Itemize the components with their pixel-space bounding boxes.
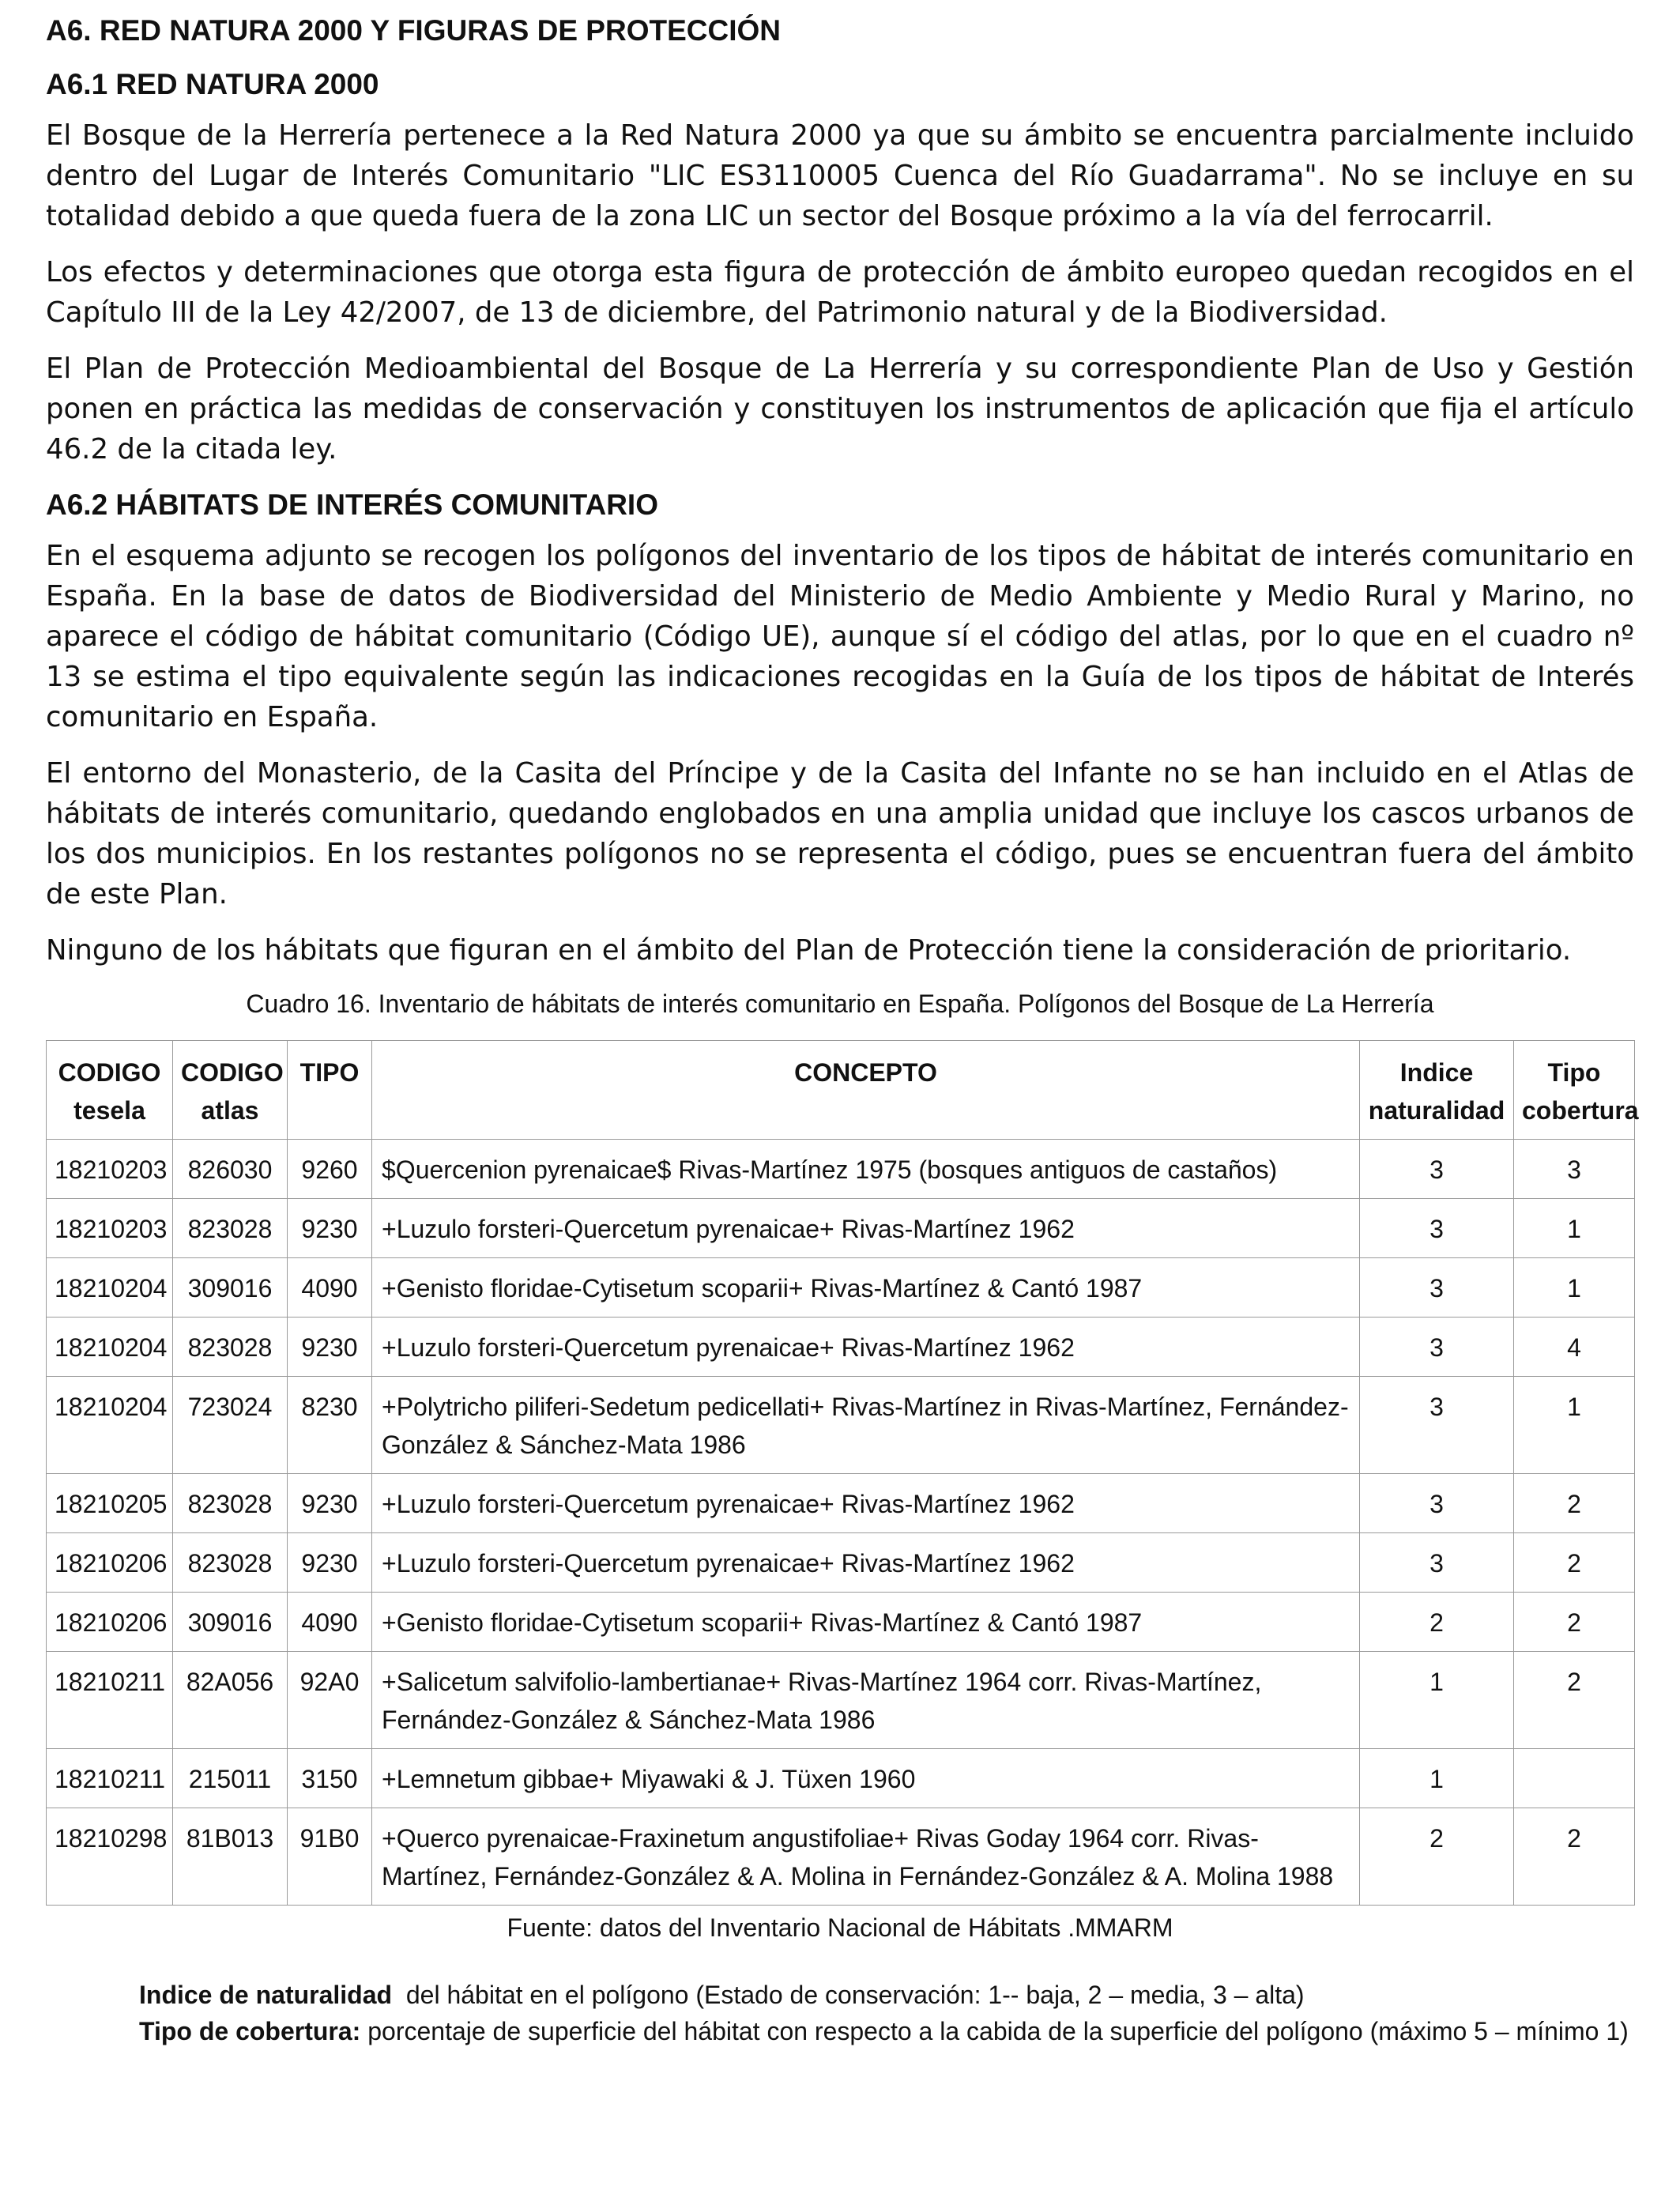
cell-tesela: 18210211 (47, 1652, 173, 1749)
cell-cobertura: 4 (1514, 1318, 1635, 1377)
table-header-row (47, 1041, 1635, 1140)
cell-concepto: +Luzulo forsteri-Quercetum pyrenaicae+ Rivas-Martínez 1962 (372, 1199, 1360, 1258)
table-row (47, 1749, 1635, 1808)
paragraph: Ninguno de los hábitats que figuran en el ámbito del Plan de Protección tiene la consideración de prioritario. (46, 934, 1572, 967)
cell-naturalidad: 2 (1360, 1808, 1514, 1906)
cell-tipo: 4090 (288, 1593, 372, 1652)
paragraph: El Bosque de la Herrería pertenece a la Red Natura 2000 ya que su ámbito se encuentra parcialmente incluido dentro del Lugar de Interés Comunitario "LIC ES3110005 Cuenca del Río Guadarrama". No se incluye en su totalidad debido a que queda fuera de la zona LIC un sector del Bosque próximo a la vía del ferrocarril. (46, 119, 1634, 232)
legend-cobertura (139, 2013, 1634, 2049)
cell-cobertura: 3 (1514, 1140, 1635, 1199)
table-row (47, 1377, 1635, 1474)
cell-tesela: 18210206 (47, 1593, 173, 1652)
cell-atlas: 823028 (173, 1318, 288, 1377)
cell-tesela: 18210205 (47, 1474, 173, 1533)
cell-tesela: 18210206 (47, 1533, 173, 1593)
cell-cobertura: 1 (1514, 1377, 1635, 1474)
legend-text: porcentaje de superficie del hábitat con respecto a la cabida de la superficie del polígono (máximo 5 – mínimo 1) (367, 2017, 1629, 2045)
cell-atlas: 823028 (173, 1199, 288, 1258)
table-row (47, 1593, 1635, 1652)
cell-tipo: 9260 (288, 1140, 372, 1199)
cell-tesela: 18210204 (47, 1258, 173, 1318)
cell-cobertura: 2 (1514, 1808, 1635, 1906)
cell-tipo: 3150 (288, 1749, 372, 1808)
table-row (47, 1652, 1635, 1749)
cell-tipo: 8230 (288, 1377, 372, 1474)
cell-tesela: 18210204 (47, 1377, 173, 1474)
table-caption: Cuadro 16. Inventario de hábitats de interés comunitario en España. Polígonos del Bosque de La Herrería (246, 990, 1434, 1018)
cell-tipo: 9230 (288, 1474, 372, 1533)
cell-tipo: 9230 (288, 1199, 372, 1258)
cell-atlas: 826030 (173, 1140, 288, 1199)
cell-naturalidad: 3 (1360, 1377, 1514, 1474)
cell-concepto: +Salicetum salvifolio-lambertianae+ Rivas-Martínez 1964 corr. Rivas-Martínez, Fernández-González & Sánchez-Mata 1986 (372, 1652, 1360, 1749)
cell-atlas: 82A056 (173, 1652, 288, 1749)
cell-concepto: +Luzulo forsteri-Quercetum pyrenaicae+ Rivas-Martínez 1962 (372, 1533, 1360, 1593)
paragraph: Los efectos y determinaciones que otorga esta figura de protección de ámbito europeo quedan recogidos en el Capítulo III de la Ley 42/2007, de 13 de diciembre, del Patrimonio natural y de la Biodiversidad. (46, 256, 1634, 329)
section-title: A6. RED NATURA 2000 Y FIGURAS DE PROTECCIÓN (46, 14, 781, 47)
cell-concepto: +Genisto floridae-Cytisetum scoparii+ Rivas-Martínez & Cantó 1987 (372, 1593, 1360, 1652)
cell-atlas: 823028 (173, 1474, 288, 1533)
header-tipo: TIPO (288, 1041, 372, 1140)
cell-concepto: +Polytricho piliferi-Sedetum pedicellati+ Rivas-Martínez in Rivas-Martínez, Fernández-González & Sánchez-Mata 1986 (372, 1377, 1360, 1474)
paragraph: El entorno del Monasterio, de la Casita del Príncipe y de la Casita del Infante no se han incluido en el Atlas de hábitats de interés comunitario, quedando englobados en una amplia unidad que incluye los cascos urbanos de los dos municipios. En los restantes polígonos no se representa el código, pues se encuentran fuera del ámbito de este Plan. (46, 757, 1634, 910)
cell-cobertura (1514, 1749, 1635, 1808)
header-codigo-tesela: CODIGO tesela (47, 1041, 173, 1140)
cell-tipo: 9230 (288, 1533, 372, 1593)
cell-tipo: 4090 (288, 1258, 372, 1318)
table-row (47, 1318, 1635, 1377)
cell-tesela: 18210204 (47, 1318, 173, 1377)
cell-naturalidad: 3 (1360, 1474, 1514, 1533)
cell-atlas: 723024 (173, 1377, 288, 1474)
header-codigo-atlas: CODIGO atlas (173, 1041, 288, 1140)
table-row (47, 1808, 1635, 1906)
cell-naturalidad: 3 (1360, 1140, 1514, 1199)
table-row (47, 1533, 1635, 1593)
cell-tipo: 92A0 (288, 1652, 372, 1749)
cell-tipo: 9230 (288, 1318, 372, 1377)
cell-cobertura: 1 (1514, 1199, 1635, 1258)
cell-cobertura: 2 (1514, 1533, 1635, 1593)
subsection-title-habitats: A6.2 HÁBITATS DE INTERÉS COMUNITARIO (46, 488, 658, 521)
header-concepto: CONCEPTO (372, 1041, 1360, 1140)
document-page (46, 11, 1639, 2049)
paragraph: En el esquema adjunto se recogen los polígonos del inventario de los tipos de hábitat de interés comunitario en España. En la base de datos de Biodiversidad del Ministerio de Medio Ambiente y Medio Rural y Marino, no aparece el código de hábitat comunitario (Código UE), aunque sí el código del atlas, por lo que en el cuadro nº 13 se estima el tipo equivalente según las indicaciones recogidas en la Guía de los tipos de hábitat de Interés comunitario en España. (46, 540, 1634, 733)
cell-atlas: 81B013 (173, 1808, 288, 1906)
cell-atlas: 215011 (173, 1749, 288, 1808)
cell-tipo: 91B0 (288, 1808, 372, 1906)
cell-naturalidad: 3 (1360, 1258, 1514, 1318)
cell-naturalidad: 1 (1360, 1652, 1514, 1749)
cell-concepto: +Querco pyrenaicae-Fraxinetum angustifoliae+ Rivas Goday 1964 corr. Rivas-Martínez, Fernández-González & A. Molina in Fernández-González & A. Molina 1988 (372, 1808, 1360, 1906)
cell-atlas: 309016 (173, 1258, 288, 1318)
cell-cobertura: 1 (1514, 1258, 1635, 1318)
header-tipo-cobertura: Tipo cobertura (1514, 1041, 1635, 1140)
cell-tesela: 18210298 (47, 1808, 173, 1906)
cell-naturalidad: 1 (1360, 1749, 1514, 1808)
cell-concepto: +Lemnetum gibbae+ Miyawaki & J. Tüxen 1960 (372, 1749, 1360, 1808)
legend-text: del hábitat en el polígono (Estado de conservación: 1-- baja, 2 – media, 3 – alta) (405, 1981, 1305, 2009)
table-source: Fuente: datos del Inventario Nacional de Hábitats .MMARM (507, 1913, 1173, 1942)
habitats-table (46, 1040, 1639, 1906)
cell-naturalidad: 2 (1360, 1593, 1514, 1652)
cell-atlas: 823028 (173, 1533, 288, 1593)
cell-concepto: $Quercenion pyrenaicae$ Rivas-Martínez 1975 (bosques antiguos de castaños) (372, 1140, 1360, 1199)
table-row (47, 1140, 1635, 1199)
cell-tesela: 18210203 (47, 1140, 173, 1199)
cell-atlas: 309016 (173, 1593, 288, 1652)
cell-cobertura: 2 (1514, 1593, 1635, 1652)
cell-tesela: 18210203 (47, 1199, 173, 1258)
cell-naturalidad: 3 (1360, 1533, 1514, 1593)
cell-concepto: +Luzulo forsteri-Quercetum pyrenaicae+ Rivas-Martínez 1962 (372, 1318, 1360, 1377)
cell-concepto: +Genisto floridae-Cytisetum scoparii+ Rivas-Martínez & Cantó 1987 (372, 1258, 1360, 1318)
cell-cobertura: 2 (1514, 1652, 1635, 1749)
legend-term: Tipo de cobertura: (139, 2017, 361, 2045)
cell-naturalidad: 3 (1360, 1318, 1514, 1377)
table-row (47, 1258, 1635, 1318)
cell-tesela: 18210211 (47, 1749, 173, 1808)
legend-term: Indice de naturalidad (139, 1981, 393, 2009)
paragraph: El Plan de Protección Medioambiental del Bosque de La Herrería y su correspondiente Plan de Uso y Gestión ponen en práctica las medidas de conservación y constituyen los instrumentos de aplicación que fija el artículo 46.2 de la citada ley. (46, 352, 1634, 466)
header-indice-naturalidad: Indice naturalidad (1360, 1041, 1514, 1140)
table-row (47, 1474, 1635, 1533)
table-row (47, 1199, 1635, 1258)
legend-naturalidad (139, 1977, 1634, 2013)
cell-concepto: +Luzulo forsteri-Quercetum pyrenaicae+ Rivas-Martínez 1962 (372, 1474, 1360, 1533)
cell-cobertura: 2 (1514, 1474, 1635, 1533)
subsection-title-red-natura: A6.1 RED NATURA 2000 (46, 68, 379, 100)
cell-naturalidad: 3 (1360, 1199, 1514, 1258)
